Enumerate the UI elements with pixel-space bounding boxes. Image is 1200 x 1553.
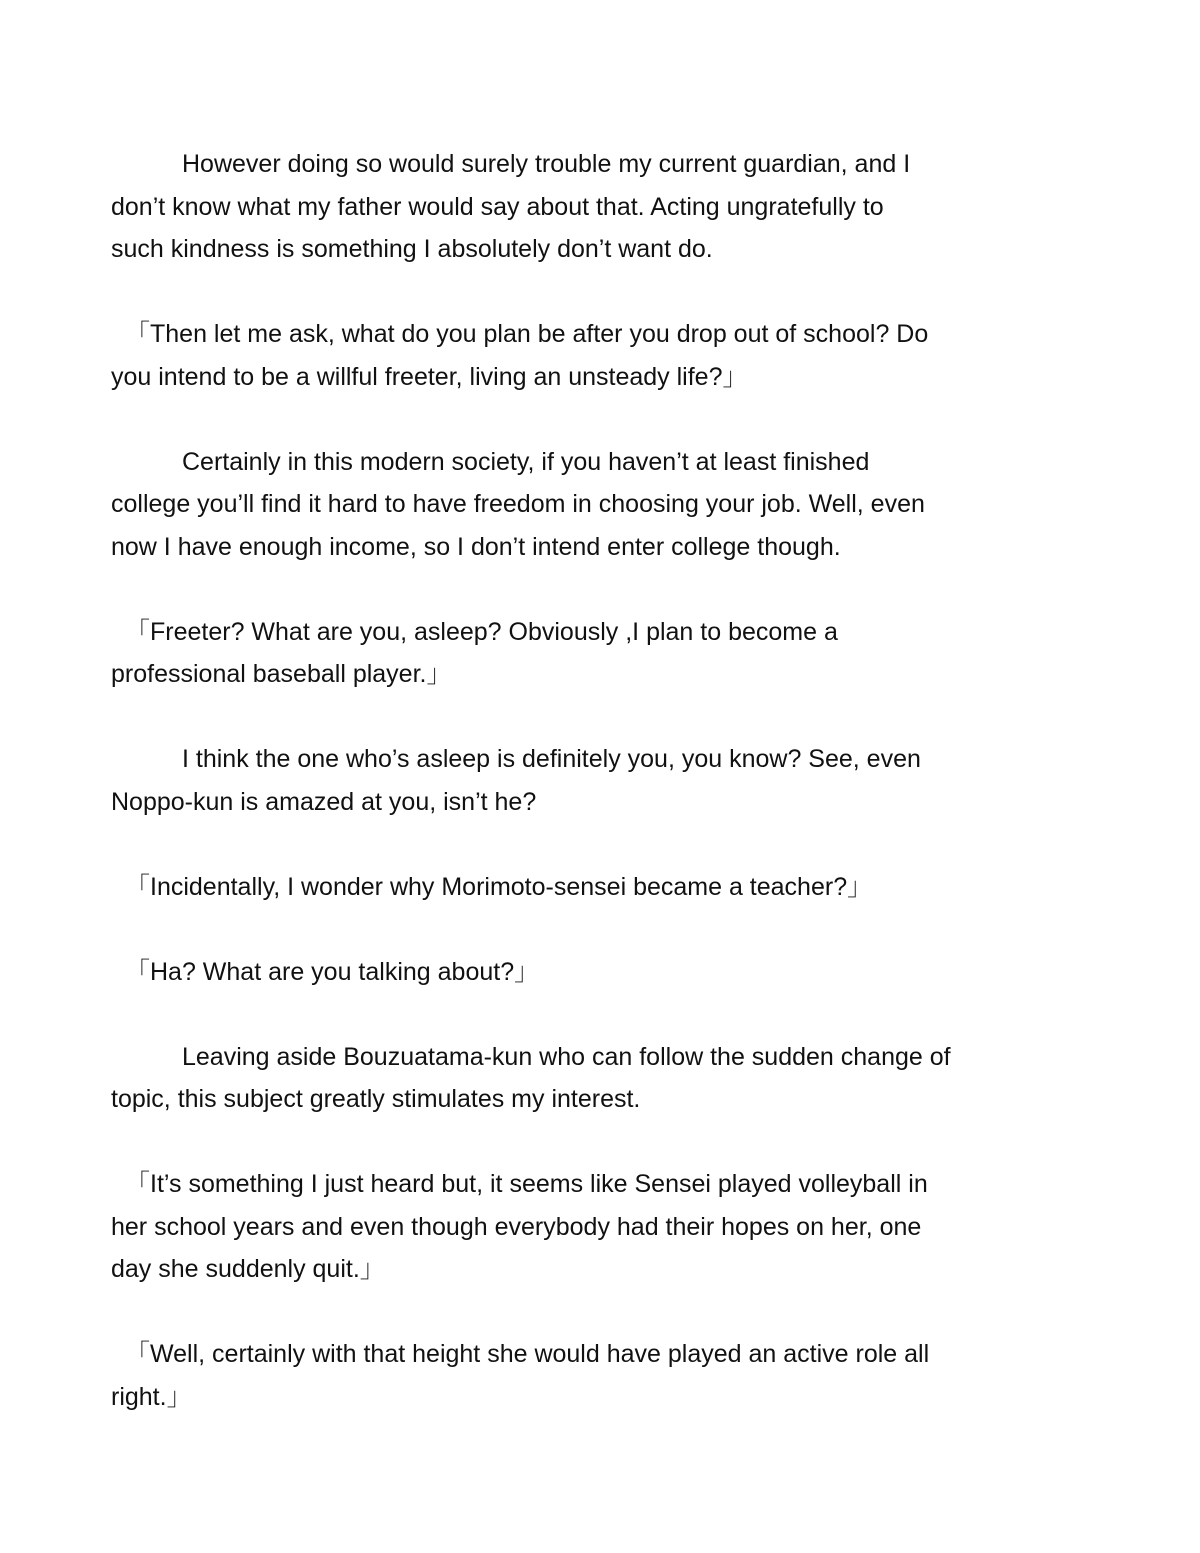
text-line: However doing so would surely trouble my current guardian, and I bbox=[182, 150, 911, 178]
text-line: professional baseball player.」 bbox=[111, 660, 452, 688]
text-line: day she suddenly quit.」 bbox=[111, 1255, 385, 1283]
text-line: you intend to be a willful freeter, living an unsteady life?」 bbox=[111, 362, 748, 391]
text-line: Noppo-kun is amazed at you, isn’t he? bbox=[111, 787, 537, 816]
dialogue-paragraph bbox=[111, 611, 1101, 696]
dialogue-paragraph bbox=[111, 313, 1101, 398]
text-line: 「Freeter? What are you, asleep? Obviously ,I plan to become a bbox=[125, 617, 838, 646]
text-line: her school years and even though everybody had their hopes on her, one bbox=[111, 1212, 922, 1241]
document-page bbox=[111, 143, 1101, 1461]
text-line: 「Then let me ask, what do you plan be after you drop out of school? Do bbox=[125, 320, 929, 348]
text-line: 「Incidentally, I wonder why Morimoto-sensei became a teacher?」 bbox=[125, 872, 873, 901]
text-line: right.」 bbox=[111, 1382, 192, 1411]
text-line: 「Ha? What are you talking about?」 bbox=[125, 957, 540, 986]
text-line: college you’ll find it hard to have freedom in choosing your job. Well, even bbox=[111, 490, 925, 518]
text-line: 「It’s something I just heard but, it seems like Sensei played volleyball in bbox=[125, 1170, 928, 1198]
text-line: topic, this subject greatly stimulates my interest. bbox=[111, 1085, 641, 1113]
narration-paragraph bbox=[111, 738, 1101, 823]
text-line: now I have enough income, so I don’t intend enter college though. bbox=[111, 532, 841, 561]
text-line: such kindness is something I absolutely don’t want do. bbox=[111, 235, 713, 263]
dialogue-paragraph bbox=[111, 951, 1101, 994]
text-line: I think the one who’s asleep is definitely you, you know? See, even bbox=[182, 745, 921, 773]
dialogue-paragraph bbox=[111, 1333, 1101, 1418]
narration-paragraph bbox=[111, 1036, 1101, 1121]
text-line: Leaving aside Bouzuatama-kun who can follow the sudden change of bbox=[182, 1042, 951, 1071]
text-line: 「Well, certainly with that height she would have played an active role all bbox=[125, 1340, 930, 1368]
dialogue-paragraph bbox=[111, 1163, 1101, 1291]
narration-paragraph bbox=[111, 143, 1101, 271]
text-line: Certainly in this modern society, if you haven’t at least finished bbox=[182, 447, 870, 476]
narration-paragraph bbox=[111, 441, 1101, 569]
dialogue-paragraph bbox=[111, 866, 1101, 909]
text-line: don’t know what my father would say about that. Acting ungratefully to bbox=[111, 192, 884, 221]
